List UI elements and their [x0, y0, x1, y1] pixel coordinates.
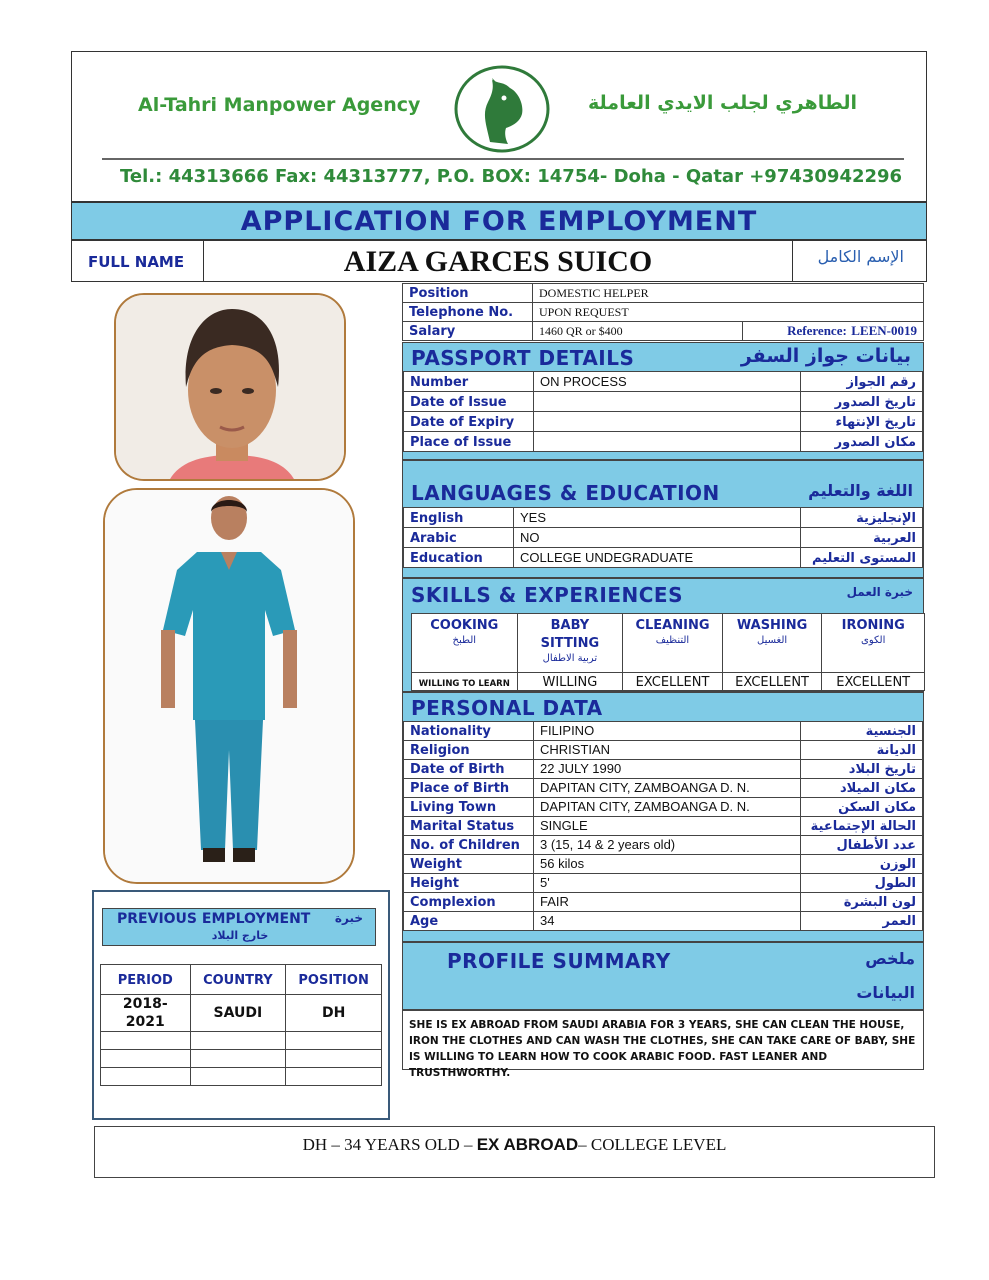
job-info-table: [402, 283, 924, 341]
previous-employment-row: [101, 1068, 382, 1086]
personal-value: SINGLE: [540, 818, 588, 833]
passport-value: ON PROCESS: [540, 373, 627, 389]
personal-value: 56 kilos: [540, 856, 585, 871]
skill-level: EXCELLENT: [635, 675, 710, 690]
agency-name-ar: الطاهري لجلب الايدي العاملة: [588, 92, 857, 114]
personal-label-ar: مكان السكن: [838, 800, 916, 815]
full-name-value: AIZA GARCES SUICO: [343, 245, 653, 278]
reference-label: Reference:: [787, 323, 847, 338]
passport-table: [403, 371, 923, 452]
passport-label-ar: تاريخ الإنتهاء: [835, 414, 916, 430]
skills-grid: [411, 613, 925, 691]
language-value: COLLEGE UNDEGRADUATE: [520, 549, 694, 565]
language-row: [404, 508, 923, 528]
languages-section: [402, 460, 924, 578]
personal-row: [404, 760, 923, 779]
passport-section: [402, 342, 924, 460]
skill-cell: [822, 614, 924, 690]
salary-row: [403, 322, 924, 341]
personal-label-ar: لون البشرة: [843, 895, 916, 910]
previous-employment-table: [100, 964, 382, 1086]
full-body-photo: [103, 488, 355, 884]
personal-label: Weight: [410, 857, 462, 872]
personal-label: Date of Birth: [410, 762, 505, 777]
personal-row: [404, 912, 923, 931]
language-label-ar: الإنجليزية: [856, 510, 916, 526]
full-name-label-ar-cell: [792, 241, 926, 281]
language-label: Education: [410, 550, 483, 566]
profile-title-ar1: ملخص: [865, 949, 915, 968]
horse-logo: [452, 64, 552, 154]
personal-row: [404, 836, 923, 855]
full-name-label-ar: الإسم الكامل: [817, 247, 904, 266]
skill-name-ar: تربية الاطفال: [542, 653, 598, 664]
skill-cell: [412, 614, 518, 690]
skill-level: WILLING TO LEARN: [418, 679, 510, 689]
reference-value: LEEN-0019: [851, 323, 917, 338]
previous-employment-title-ar1: خبرة: [334, 911, 363, 925]
skill-name-ar: الغسيل: [757, 635, 788, 646]
skill-level: EXCELLENT: [836, 675, 911, 690]
passport-row: [404, 432, 923, 452]
language-value: NO: [520, 529, 540, 545]
header-divider: [102, 158, 904, 160]
personal-value: 5': [540, 875, 550, 890]
passport-label-ar: مكان الصدور: [834, 434, 916, 450]
skills-title-ar: خبرة العمل: [846, 585, 913, 599]
skill-level: EXCELLENT: [735, 675, 810, 690]
position-row: [403, 284, 924, 303]
telephone-label: Telephone No.: [409, 305, 514, 320]
personal-row: [404, 874, 923, 893]
skill-cell: [518, 614, 624, 690]
personal-label-ar: مكان الميلاد: [839, 781, 916, 796]
letterhead: [71, 51, 927, 202]
skill-name: BABY SITTING: [540, 618, 600, 651]
languages-table: [403, 507, 923, 568]
personal-label-ar: تاريخ البلاد: [848, 762, 916, 777]
previous-employment-header-label: PERIOD: [117, 972, 173, 988]
personal-label-ar: عدد الأطفال: [836, 838, 916, 853]
passport-photo: [114, 293, 346, 481]
language-label-ar: المستوى التعليم: [812, 550, 916, 566]
position-label: Position: [409, 286, 469, 301]
language-value: YES: [520, 509, 547, 525]
languages-title-ar: اللغة والتعليم: [808, 481, 913, 500]
skill-name: CLEANING: [635, 618, 710, 633]
personal-value: DAPITAN CITY, ZAMBOANGA D. N.: [540, 780, 750, 795]
previous-employment-header-cell: [286, 965, 382, 995]
previous-employment-box: [92, 890, 390, 1120]
personal-row: [404, 741, 923, 760]
personal-value: CHRISTIAN: [540, 742, 611, 757]
personal-row: [404, 855, 923, 874]
skill-name: COOKING: [430, 618, 499, 633]
previous-employment-header-cell: [101, 965, 191, 995]
personal-label-ar: العمر: [882, 914, 916, 929]
personal-label: No. of Children: [410, 838, 520, 853]
skill-name: IRONING: [841, 618, 905, 633]
skills-title: SKILLS & EXPERIENCES: [411, 583, 683, 607]
previous-employment-title: PREVIOUS EMPLOYMENT: [117, 911, 311, 927]
footer-text-3: – COLLEGE LEVEL: [578, 1135, 727, 1154]
personal-value: 34: [540, 913, 555, 928]
personal-label: Place of Birth: [410, 781, 510, 796]
passport-title-ar: بيانات جواز السفر: [740, 345, 911, 367]
skill-name-ar: الطبخ: [452, 635, 477, 646]
full-name-row: [71, 240, 927, 282]
summary-footer: [94, 1126, 935, 1178]
personal-value: 22 JULY 1990: [540, 761, 622, 776]
personal-title: PERSONAL DATA: [411, 696, 603, 720]
language-row: [404, 528, 923, 548]
previous-employment-cell: DH: [321, 1005, 346, 1021]
skill-cell: [623, 614, 723, 690]
previous-employment-title-ar2: خارج البلاد: [211, 929, 269, 942]
salary-label: Salary: [409, 324, 456, 339]
personal-row: [404, 722, 923, 741]
personal-value: 3 (15, 14 & 2 years old): [540, 837, 676, 852]
passport-label-ar: رقم الجواز: [846, 374, 916, 390]
previous-employment-header-label: POSITION: [298, 972, 369, 988]
previous-employment-cell: SAUDI: [213, 1005, 263, 1021]
language-label: English: [410, 510, 464, 526]
personal-label: Age: [410, 914, 439, 929]
personal-label-ar: الديانة: [876, 743, 916, 758]
passport-label: Date of Issue: [410, 394, 507, 410]
personal-label: Living Town: [410, 800, 497, 815]
profile-title-ar2: البيانات: [856, 983, 915, 1002]
personal-label: Complexion: [410, 895, 496, 910]
skill-level: WILLING: [542, 675, 598, 690]
personal-section: [402, 692, 924, 942]
passport-label: Place of Issue: [410, 434, 512, 450]
form-title: APPLICATION FOR EMPLOYMENT: [240, 206, 758, 237]
personal-label: Marital Status: [410, 819, 515, 834]
skill-name-ar: التنظيف: [655, 635, 690, 646]
previous-employment-row: [101, 1032, 382, 1050]
personal-row: [404, 779, 923, 798]
personal-row: [404, 817, 923, 836]
profile-title: PROFILE SUMMARY: [447, 949, 671, 973]
personal-row: [404, 893, 923, 912]
personal-label: Religion: [410, 743, 470, 758]
personal-label-ar: الطول: [874, 876, 916, 891]
form-title-bar: [71, 202, 927, 240]
passport-row: [404, 372, 923, 392]
previous-employment-row: [101, 995, 382, 1032]
footer-text-1: DH – 34 YEARS OLD –: [302, 1135, 477, 1154]
personal-label-ar: الحالة الإجتماعية: [810, 819, 916, 834]
previous-employment-header-cell: [190, 965, 286, 995]
language-row: [404, 548, 923, 568]
position-value: DOMESTIC HELPER: [539, 286, 649, 300]
personal-label: Nationality: [410, 724, 491, 739]
telephone-row: [403, 303, 924, 322]
personal-value: DAPITAN CITY, ZAMBOANGA D. N.: [540, 799, 750, 814]
personal-row: [404, 798, 923, 817]
skill-name: WASHING: [736, 618, 808, 633]
previous-employment-header: [102, 908, 376, 946]
language-label-ar: العربية: [873, 530, 916, 546]
previous-employment-row: [101, 1050, 382, 1068]
skills-section: [402, 578, 924, 692]
footer-text-2: EX ABROAD: [476, 1135, 579, 1154]
passport-title: PASSPORT DETAILS: [411, 346, 635, 370]
personal-label-ar: الوزن: [879, 857, 916, 872]
passport-row: [404, 392, 923, 412]
telephone-value: UPON REQUEST: [539, 305, 629, 319]
agency-name-en: Al-Tahri Manpower Agency: [138, 94, 421, 116]
skill-cell: [723, 614, 823, 690]
personal-table: [403, 721, 923, 931]
salary-value: 1460 QR or $400: [539, 324, 623, 338]
agency-contact: Tel.: 44313666 Fax: 44313777, P.O. BOX: 14754- Doha - Qatar +97430942296: [120, 166, 903, 187]
language-label: Arabic: [410, 530, 457, 546]
passport-label: Number: [410, 374, 469, 390]
full-name-label-cell: [72, 241, 204, 281]
profile-section: [402, 942, 924, 1010]
personal-label-ar: الجنسية: [865, 724, 916, 739]
passport-row: [404, 412, 923, 432]
personal-label: Height: [410, 876, 459, 891]
languages-title: LANGUAGES & EDUCATION: [411, 481, 720, 505]
full-name-label: FULL NAME: [88, 253, 185, 271]
skill-name-ar: الكوى: [861, 635, 886, 646]
profile-summary-text: SHE IS EX ABROAD FROM SAUDI ARABIA FOR 3 YEARS, SHE CAN CLEAN THE HOUSE, IRON THE CLOTHES AND CAN WASH THE CLOTHES, SHE CAN TAKE CARE OF BABY, SHE IS WILLING TO LEARN HOW TO COOK ARABIC FOOD. FAST LEANER AND TRUSTHWORTHY.: [409, 1019, 916, 1079]
personal-value: FILIPINO: [540, 723, 595, 738]
personal-value: FAIR: [540, 894, 569, 909]
passport-label: Date of Expiry: [410, 414, 515, 430]
previous-employment-cell: 2018-2021: [122, 996, 168, 1030]
profile-summary-box: [402, 1010, 924, 1079]
passport-label-ar: تاريخ الصدور: [834, 394, 916, 410]
previous-employment-header-label: COUNTRY: [203, 972, 273, 988]
